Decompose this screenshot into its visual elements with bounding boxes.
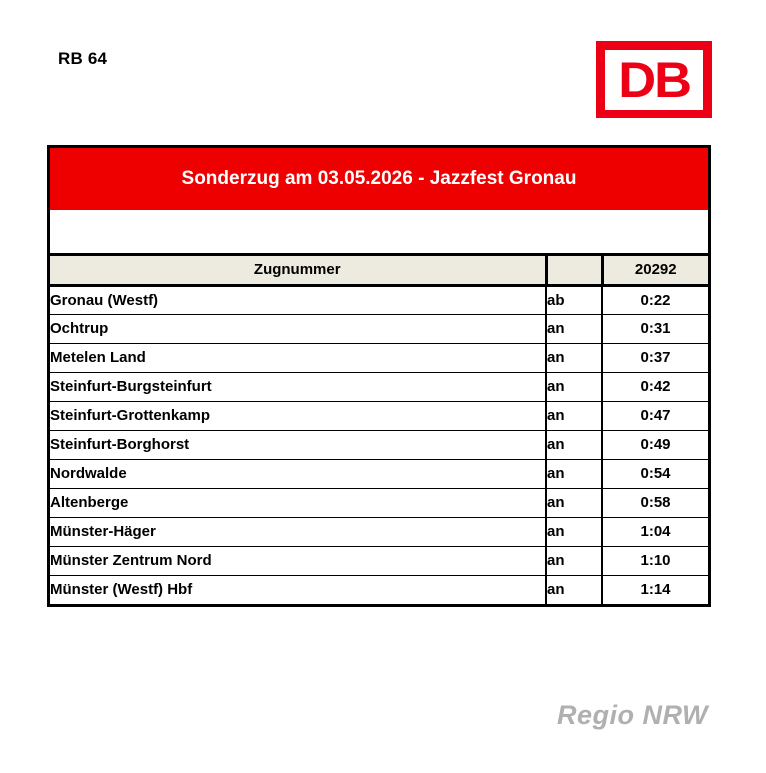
timetable-sheet — [47, 145, 711, 607]
stop-time: 0:37 — [602, 343, 708, 372]
stop-type: an — [546, 488, 602, 517]
timetable-body — [50, 285, 708, 604]
stop-time: 1:10 — [602, 546, 708, 575]
column-header-station: Zugnummer — [50, 256, 546, 285]
stop-type: an — [546, 517, 602, 546]
station-name: Gronau (Westf) — [50, 285, 546, 314]
db-logo-text: DB — [618, 51, 690, 108]
stop-type: an — [546, 575, 602, 604]
stop-time: 0:49 — [602, 430, 708, 459]
table-row — [50, 517, 708, 546]
table-row — [50, 575, 708, 604]
db-logo — [596, 41, 712, 118]
table-row — [50, 343, 708, 372]
station-name: Münster-Häger — [50, 517, 546, 546]
stop-time: 1:04 — [602, 517, 708, 546]
stop-type: an — [546, 546, 602, 575]
table-row — [50, 285, 708, 314]
column-header-type — [546, 256, 602, 285]
station-name: Steinfurt-Borghorst — [50, 430, 546, 459]
table-row — [50, 459, 708, 488]
table-row — [50, 546, 708, 575]
stop-type: ab — [546, 285, 602, 314]
stop-type: an — [546, 314, 602, 343]
stop-time: 0:42 — [602, 372, 708, 401]
sheet-subtitle-spacer — [50, 210, 708, 256]
stop-time: 0:58 — [602, 488, 708, 517]
stop-time: 0:54 — [602, 459, 708, 488]
stop-type: an — [546, 372, 602, 401]
station-name: Münster (Westf) Hbf — [50, 575, 546, 604]
station-name: Steinfurt-Burgsteinfurt — [50, 372, 546, 401]
table-row — [50, 314, 708, 343]
stop-time: 0:47 — [602, 401, 708, 430]
station-name: Metelen Land — [50, 343, 546, 372]
stop-time: 0:22 — [602, 285, 708, 314]
sheet-title: Sonderzug am 03.05.2026 - Jazzfest Gronau — [50, 148, 708, 210]
stop-type: an — [546, 401, 602, 430]
timetable — [50, 256, 708, 604]
station-name: Steinfurt-Grottenkamp — [50, 401, 546, 430]
stop-type: an — [546, 459, 602, 488]
timetable-header-row — [50, 256, 708, 285]
station-name: Altenberge — [50, 488, 546, 517]
station-name: Nordwalde — [50, 459, 546, 488]
station-name: Ochtrup — [50, 314, 546, 343]
table-row — [50, 488, 708, 517]
brand-footer: Regio NRW — [557, 700, 708, 730]
stop-time: 0:31 — [602, 314, 708, 343]
stop-type: an — [546, 430, 602, 459]
station-name: Münster Zentrum Nord — [50, 546, 546, 575]
table-row — [50, 430, 708, 459]
stop-time: 1:14 — [640, 581, 671, 599]
db-logo-inner — [605, 50, 703, 110]
column-header-train-number: 20292 — [602, 256, 708, 285]
table-row — [50, 372, 708, 401]
stop-type: an — [546, 343, 602, 372]
table-row — [50, 401, 708, 430]
line-label: RB 64 — [58, 49, 108, 68]
